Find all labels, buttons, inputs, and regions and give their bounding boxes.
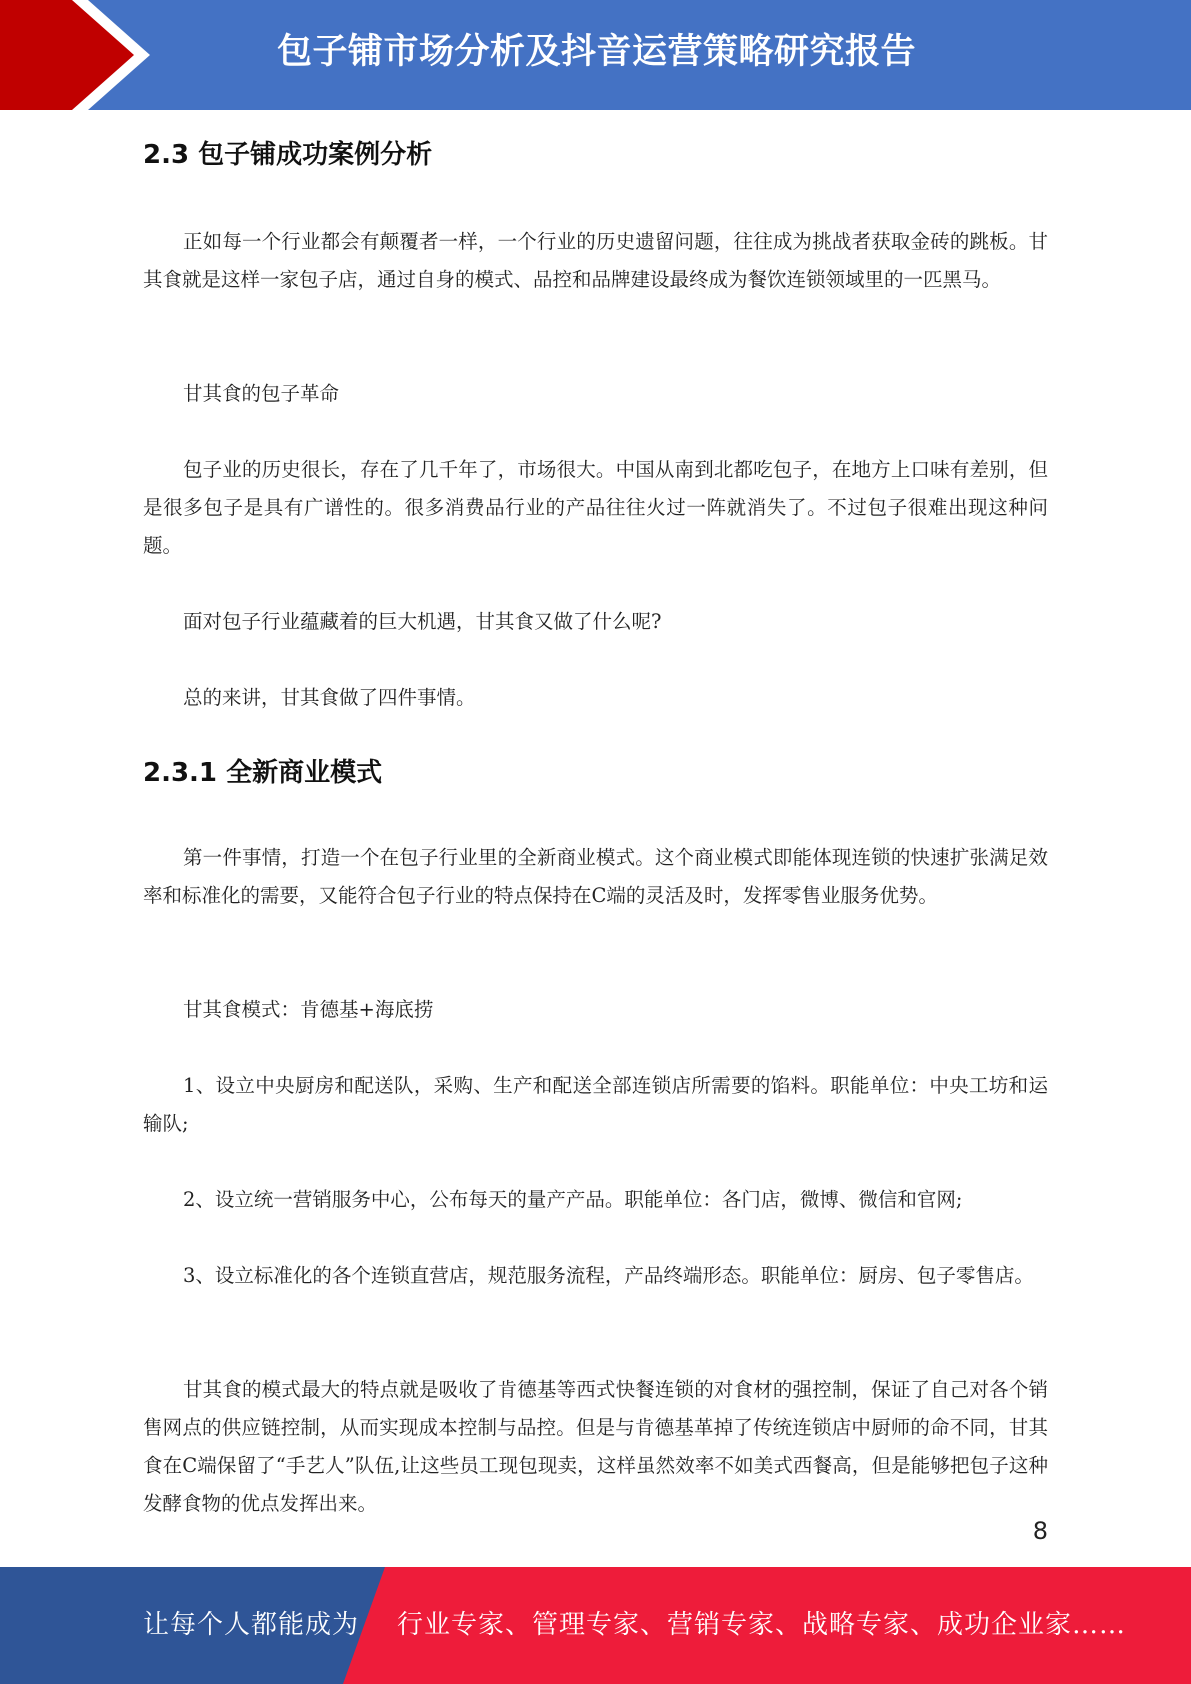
footer-slogan-left: 让每个人都能成为 <box>143 1610 360 1640</box>
paragraph: 总的来讲，甘其食做了四件事情。 <box>183 686 476 709</box>
page-number: 8 <box>1032 1517 1048 1545</box>
paragraph: 甘其食模式：肯德基+海底捞 <box>183 998 434 1021</box>
paragraph: 甘其食的模式最大的特点就是吸收了肯德基等西式快餐连锁的对食材的强控制，保证了自己对各个销售网点的供应链控制，从而实现成本控制与品控。但是与肯德基革掉了传统连锁店中厨师的命不同，甘其食在C端保留了“手艺人”队伍,让这些员工现包现卖，这样虽然效率不如美式西餐高，但是能够把包子这种发酵食物的优点发挥出来。 <box>143 1378 1048 1515</box>
paragraph: 2、设立统一营销服务中心，公布每天的量产产品。职能单位：各门店，微博、微信和官网; <box>183 1188 963 1211</box>
paragraph: 面对包子行业蕴藏着的巨大机遇，甘其食又做了什么呢? <box>183 610 662 633</box>
footer-slogan-right: 行业专家、管理专家、营销专家、战略专家、成功企业家…… <box>397 1610 1127 1640</box>
paragraph: 3、设立标准化的各个连锁直营店，规范服务流程，产品终端形态。职能单位：厨房、包子零售店。 <box>183 1264 1034 1287</box>
paragraph: 正如每一个行业都会有颠覆者一样，一个行业的历史遗留问题，往往成为挑战者获取金砖的跳板。甘其食就是这样一家包子店，通过自身的模式、品控和品牌建设最终成为餐饮连锁领域里的一匹黑马。 <box>143 230 1048 291</box>
paragraph: 1、设立中央厨房和配送队，采购、生产和配送全部连锁店所需要的馅料。职能单位：中央工坊和运输队; <box>143 1074 1048 1135</box>
report-title: 包子铺市场分析及抖音运营策略研究报告 <box>277 32 917 72</box>
paragraph: 第一件事情，打造一个在包子行业里的全新商业模式。这个商业模式即能体现连锁的快速扩张满足效率和标准化的需要，又能符合包子行业的特点保持在C端的灵活及时，发挥零售业服务优势。 <box>143 846 1048 907</box>
header-red-chevron <box>0 0 160 110</box>
paragraph: 包子业的历史很长，存在了几千年了，市场很大。中国从南到北都吃包子，在地方上口味有差别，但是很多包子是具有广谱性的。很多消费品行业的产品往往火过一阵就消失了。不过包子很难出现这种问题。 <box>143 458 1048 557</box>
subsection-heading: 2.3.1 全新商业模式 <box>143 758 383 788</box>
paragraph: 甘其食的包子革命 <box>183 382 340 405</box>
section-heading: 2.3 包子铺成功案例分析 <box>143 140 433 170</box>
page-footer <box>0 1567 1191 1684</box>
page-header <box>0 0 1191 110</box>
